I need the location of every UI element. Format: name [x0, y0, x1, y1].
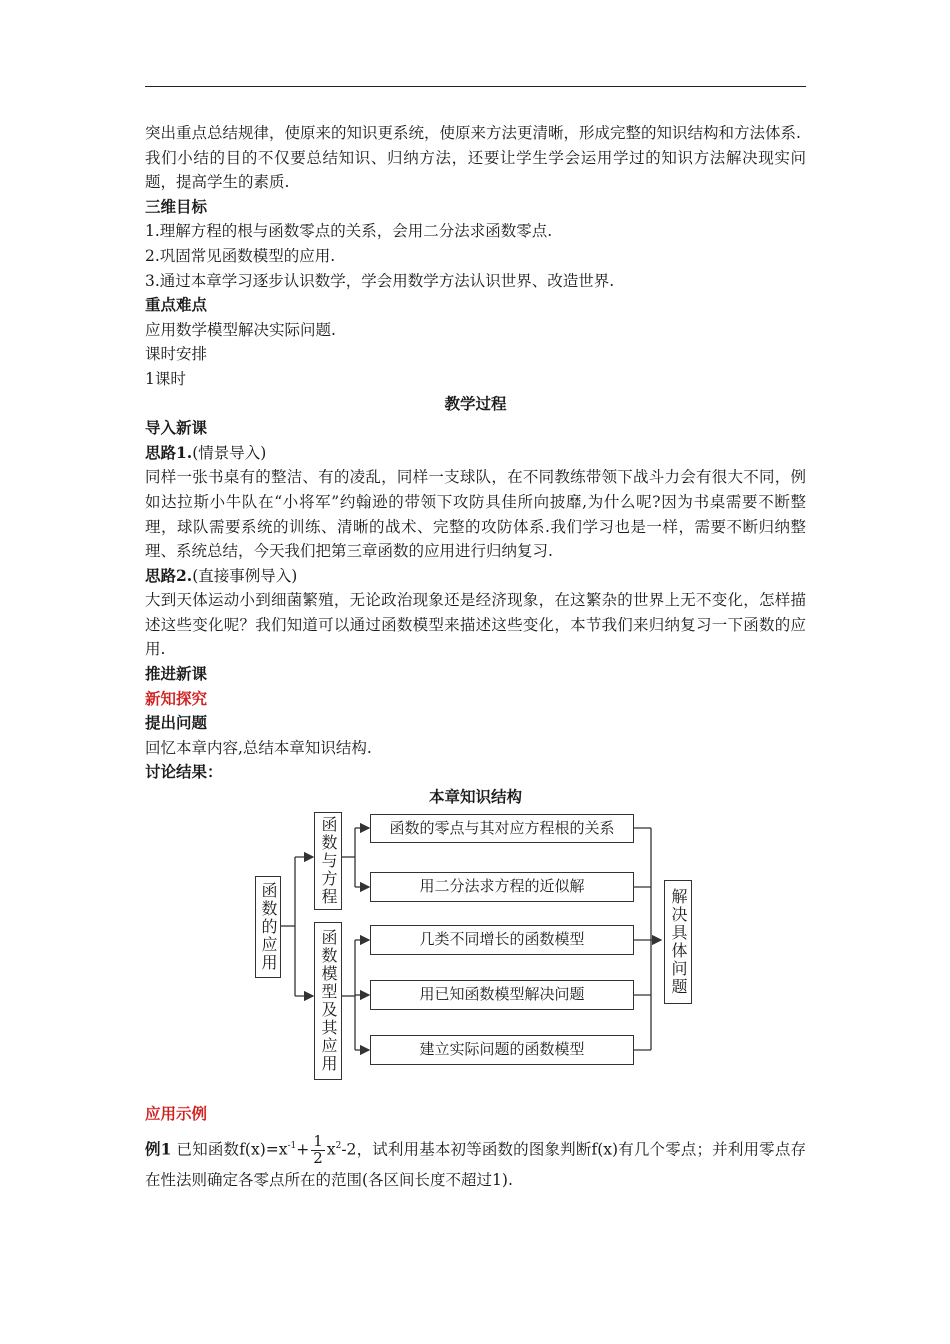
goal-item: 1.理解方程的根与函数零点的关系，会用二分法求函数零点. — [145, 222, 553, 241]
idea2-label: 思路2. — [145, 565, 193, 585]
schedule-heading: 课时安排 — [145, 345, 208, 364]
schedule-text: 1课时 — [145, 369, 186, 388]
example-1-label: 例1 — [145, 1139, 172, 1159]
examples-heading: 应用示例 — [145, 1103, 208, 1123]
fraction-numerator: 1 — [313, 1132, 323, 1151]
leaf-box: 用二分法求方程的近似解 — [370, 872, 634, 902]
question-heading: 提出问题 — [145, 713, 208, 733]
example-1-exponent-1: -1 — [287, 1141, 297, 1152]
goals-heading: 三维目标 — [145, 196, 208, 216]
advance-heading: 推进新课 — [145, 664, 208, 684]
diagram-title: 本章知识结构 — [428, 787, 522, 807]
idea2-text: 大到天体运动小到细菌繁殖，无论政治现象还是经济现象，在这繁杂的世界上无不变化，怎样描述这些变化呢？我们知道可以通过函数模型来描述这些变化，本节我们来归纳复习一下函数的应用. — [145, 591, 806, 659]
branch-box-equation: 函数与方程 — [314, 812, 342, 910]
key-heading: 重点难点 — [145, 295, 208, 315]
knowledge-structure-diagram — [145, 812, 806, 1102]
target-box: 解决具体问题 — [664, 880, 692, 1004]
key-text: 应用数学模型解决实际问题. — [145, 320, 336, 339]
example-1-plus: + — [296, 1140, 310, 1159]
goal-item: 3.通过本章学习逐步认识数学，学会用数学方法认识世界、改造世界. — [145, 271, 615, 290]
example-1-text-d: -2，试利用基本初等函数的图象判断f(x)有几个零点；并利用零点存在性法则确定各零点所在的范围(各区间长度不超过1). — [145, 1140, 806, 1189]
idea2-hint: (直接事例导入) — [192, 566, 298, 585]
explore-heading: 新知探究 — [145, 688, 208, 708]
intro-heading: 导入新课 — [145, 418, 208, 438]
idea1-text: 同样一张书桌有的整洁、有的凌乱，同样一支球队，在不同教练带领下战斗力会有很大不同，例如达拉斯小牛队在“小将军”约翰逊的带领下攻防具佳所向披靡,为什么呢?因为书桌需要不断整理，球队需要系统的训练、清晰的战术、完整的攻防体系.我们学习也是一样，需要不断归纳整理、系统总结，今天我们把第三章函数的应用进行归纳复习. — [145, 468, 806, 561]
fraction-denominator: 2 — [313, 1148, 323, 1167]
idea1-label: 思路1. — [145, 442, 193, 462]
intro-paragraph-2: 我们小结的目的不仅要总结知识、归纳方法，还要让学生学会运用学过的知识方法解决现实问题，提高学生的素质. — [145, 148, 806, 192]
idea1-heading — [145, 441, 806, 466]
question-text: 回忆本章内容,总结本章知识结构. — [145, 738, 372, 757]
root-box: 函数的应用 — [255, 876, 281, 978]
example-1-text-x: x — [326, 1140, 336, 1159]
idea1-hint: (情景导入) — [192, 443, 267, 462]
example-1-text-a: 已知函数f(x)=x — [176, 1140, 288, 1159]
document-body — [145, 121, 806, 1193]
example-1 — [145, 1134, 806, 1193]
header-rule — [145, 86, 806, 87]
leaf-box: 几类不同增长的函数模型 — [370, 925, 634, 955]
process-title: 教学过程 — [444, 393, 507, 413]
leaf-box: 函数的零点与其对应方程根的关系 — [370, 814, 634, 843]
intro-paragraph-1: 突出重点总结规律，使原来的知识更系统，使原来方法更清晰，形成完整的知识结构和方法体系. — [145, 124, 801, 142]
example-1-exponent-2: 2 — [335, 1141, 342, 1152]
fraction-one-half — [311, 1134, 325, 1167]
goal-item: 2.巩固常见函数模型的应用. — [145, 246, 336, 265]
idea2-heading — [145, 564, 806, 589]
result-heading: 讨论结果： — [145, 762, 223, 782]
leaf-box: 建立实际问题的函数模型 — [370, 1035, 634, 1065]
branch-box-models: 函数模型及其应用 — [314, 922, 342, 1080]
leaf-box: 用已知函数模型解决问题 — [370, 980, 634, 1010]
